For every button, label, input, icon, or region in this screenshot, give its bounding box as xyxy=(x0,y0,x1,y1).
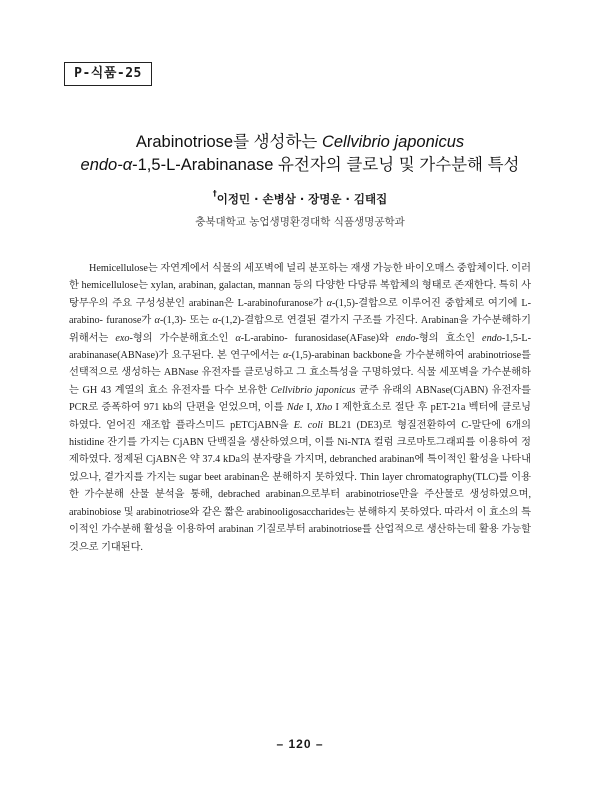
abstract-paragraph xyxy=(69,260,531,556)
affiliation: 충북대학교 농업생명환경대학 식품생명공학과 xyxy=(195,216,405,228)
alpha-symbol: α xyxy=(212,315,218,327)
session-code: P-식품-25 xyxy=(74,66,142,81)
abstract-text: Hemicellulose는 자연계에서 식물의 세포벽에 널리 분포하는 재생 가능한 바이오매스 중합체이다. 이러한 hemicellulose는 xylan, arabinan, galactan, mannan 등의 다양한 다당류 복합체의 형태로 존재한다. 특히 사탕무우의 주요 구성성분인 arabinan은 L-arabinofuranose가 xyxy=(69,263,531,309)
abstract-text: -(1,3)- 또는 xyxy=(159,315,213,327)
abstract xyxy=(69,260,531,556)
italic-enzyme: Xho xyxy=(315,402,333,414)
page-number: – 120 – xyxy=(276,737,324,751)
abstract-text: -L-arabino- furanosidase(AFase)와 xyxy=(240,332,396,344)
alpha-symbol: α xyxy=(282,350,289,362)
title-endo: endo- xyxy=(80,156,123,174)
abstract-text: -1,5-L-arabinanase(ABNase)가 요구된다. 본 연구에서는 xyxy=(69,332,531,362)
abstract-text: -(1,5)-arabinan backbone을 가수분해하여 arabinotriose를 선택적으로 생성하는 ABNase 유전자를 클로닝하고 그 효소특성을 구명하였다. 식물 세포벽을 가수분해하는 GH 43 계열의 효소 유전자를 다수 보유한 xyxy=(69,350,531,396)
italic-species: E. coli xyxy=(293,419,324,431)
title-part: Arabinotriose를 생성하는 xyxy=(135,133,322,151)
title-species: Cellvibrio japonicus xyxy=(321,133,465,151)
title-line-2 xyxy=(40,151,560,175)
abstract-text: I 제한효소로 절단 후 pET-21a 벡터에 클로닝 하였다. 얻어진 재조합 플라스미드 pETCjABN을 xyxy=(69,402,531,431)
author-names: 이정민 · 손병삼 · 장명운 · 김태집 xyxy=(216,192,388,206)
italic-term: endo xyxy=(482,332,502,344)
alpha-symbol: α xyxy=(154,315,160,327)
session-code-box xyxy=(64,62,152,86)
abstract-text: I, xyxy=(303,402,316,414)
title-line-1 xyxy=(40,128,560,152)
italic-species: Cellvibrio japonicus xyxy=(270,384,356,396)
title-rest: -1,5-L-Arabinanase 유전자의 클로닝 및 가수분해 특성 xyxy=(132,156,520,174)
italic-term: endo xyxy=(395,332,416,344)
abstract-text: BL21 (DE3)로 형질전환하여 C-말단에 6개의 histidine 잔기를 가지는 CjABN 단백질을 생산하였으며, 이를 Ni-NTA 컬럼 크로마토그래피를 이용하여 정제하였다. 정제된 CjABN은 약 37.4 kDa의 분자량을 가지며, debranched arabinan에 특이적인 활성을 나타내었으나, 곁가지를 가지는 sugar beet arabinan은 분해하지 못하였다. Thin layer chromatography(TLC)를 이용한 가수분해 산물 분석을 통해, debrached arabinan으로부터 arabinotriose만을 주산물로 생성하였으며, arabinobiose 및 arabinotriose와 같은 짧은 arabinooligosaccharides는 분해하지 못하였다. 따라서 이 효소의 특이적인 가수분해 활성을 이용하여 arabinan 기질로부터 arabinotriose를 산업적으로 생산하는데 활용 가능할 것으로 기대된다. xyxy=(69,419,531,553)
abstract-text: -(1,2)-결합으로 연결된 곁가지 구조를 가진다. Arabinan을 가수분해하기 위해서는 xyxy=(69,315,531,344)
corresponding-marker: † xyxy=(212,189,217,198)
title-alpha: α xyxy=(122,156,133,174)
alpha-symbol: α xyxy=(235,332,241,344)
italic-enzyme: Nde xyxy=(286,402,304,414)
alpha-symbol: α xyxy=(326,297,332,309)
abstract-text: -형의 가수분해효소인 xyxy=(129,332,236,344)
authors xyxy=(0,191,600,207)
italic-term: exo xyxy=(115,332,130,344)
abstract-text: -(1,5)-결합으로 이루어진 중합체로 여기에 L-arabino- furanose가 xyxy=(69,297,531,327)
abstract-text: -형의 효소인 xyxy=(415,332,483,344)
abstract-text: 균주 유래의 ABNase(CjABN) 유전자를 PCR로 증폭하여 971 kb의 단편을 얻었으며, 이를 xyxy=(69,384,531,414)
